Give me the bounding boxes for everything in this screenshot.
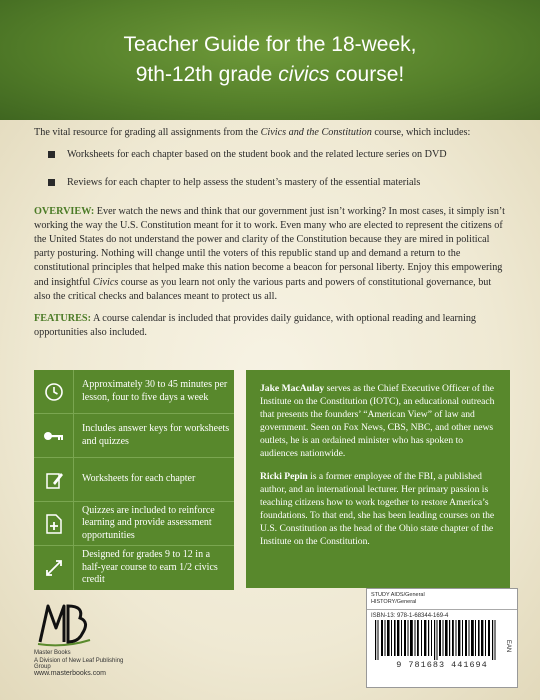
title-line-1: Teacher Guide for the 18-week, <box>123 33 417 56</box>
square-bullet-icon <box>48 151 55 158</box>
barcode-number: 9 781683 441694 <box>396 660 488 670</box>
author-bio: Ricki Pepin is a former employee of the FBI, a published author, and an international lecturer. Her primary passion is teaching citizens how to work together to restore America’s foundations. To that end, she has been leading courses on the U.S. Constitution as the head of the Ohio state chapter of the Institute on the Constitution. <box>260 471 495 547</box>
title-line-2: 9th-12th grade civics course! <box>135 63 405 86</box>
barcode-panel <box>366 588 518 688</box>
author-name: Jake MacAulay <box>260 383 325 394</box>
publisher-tagline: A Division of New Leaf Publishing Group <box>34 658 124 670</box>
isbn-label: ISBN-13: 978-1-68344-169-4 <box>371 613 449 619</box>
author-name: Ricki Pepin <box>260 471 308 482</box>
page-title <box>124 30 417 90</box>
list-item: Worksheets for each chapter based on the student book and the related lecture series on DVD <box>48 148 510 162</box>
author-bio: Jake MacAulay serves as the Chief Executive Officer of the Institute on the Constitution (IOTC), an educational outreach that presents the founders’ “American View” of law and government. Seen on Fox News, CBS, NBC, and other news outlets, he is an ordained minister who has spoken to audiences nationwide. <box>260 383 495 459</box>
publisher-logo <box>34 598 126 677</box>
publisher-name: Master Books <box>34 650 71 656</box>
feature-item: Worksheets for each chapter <box>34 458 234 502</box>
document-plus-icon <box>34 502 74 546</box>
master-books-logo-icon <box>34 598 94 648</box>
features-panel <box>34 370 234 590</box>
overview-paragraph: OVERVIEW: Ever watch the news and think that our government just isn’t working? In most cases, it simply isn’t working the way the U.S. Constitution meant for it to work. Even many who are elected to represent the citizens of the United States do not understand the power and clarity of the Constitution because they are mired in political party posturing. Nothing will change until the voters of this republic stand up and demand a return to the constitutional principles that helped make this nation become a beacon for personal liberty. Enjoy this empowering and insightful Civics course as you learn not only the various parts and powers of constitutional governance, but also the critical checks and balances meant to protect us all. <box>34 205 505 302</box>
features-paragraph: FEATURES: A course calendar is included that provides daily guidance, with optional reading and learning opportunities also included. <box>34 313 477 339</box>
key-icon <box>34 414 74 458</box>
bullet-list <box>48 148 510 190</box>
title-italic-word: civics <box>278 63 330 86</box>
arrows-icon <box>34 546 74 590</box>
feature-item: Approximately 30 to 45 minutes per lesson, four to five days a week <box>34 370 234 414</box>
ean-label: EAN <box>504 639 511 653</box>
barcode-icon <box>373 620 503 660</box>
clock-icon <box>34 370 74 414</box>
description-body <box>34 126 510 348</box>
publisher-url: www.masterbooks.com <box>34 670 106 677</box>
category-labels: STUDY AIDS/General HISTORY/General <box>367 589 517 610</box>
intro-paragraph: The vital resource for grading all assignments from the Civics and the Constitution course, which includes: <box>34 127 471 138</box>
cover-header <box>0 0 540 120</box>
feature-item: Quizzes are included to reinforce learning and provide assessment opportunities <box>34 502 234 546</box>
pencil-paper-icon <box>34 458 74 502</box>
author-bios-panel <box>246 370 510 588</box>
feature-item: Includes answer keys for worksheets and quizzes <box>34 414 234 458</box>
feature-item: Designed for grades 9 to 12 in a half-year course to earn 1/2 civics credit <box>34 546 234 590</box>
square-bullet-icon <box>48 179 55 186</box>
list-item: Reviews for each chapter to help assess the student’s mastery of the essential materials <box>48 176 510 190</box>
